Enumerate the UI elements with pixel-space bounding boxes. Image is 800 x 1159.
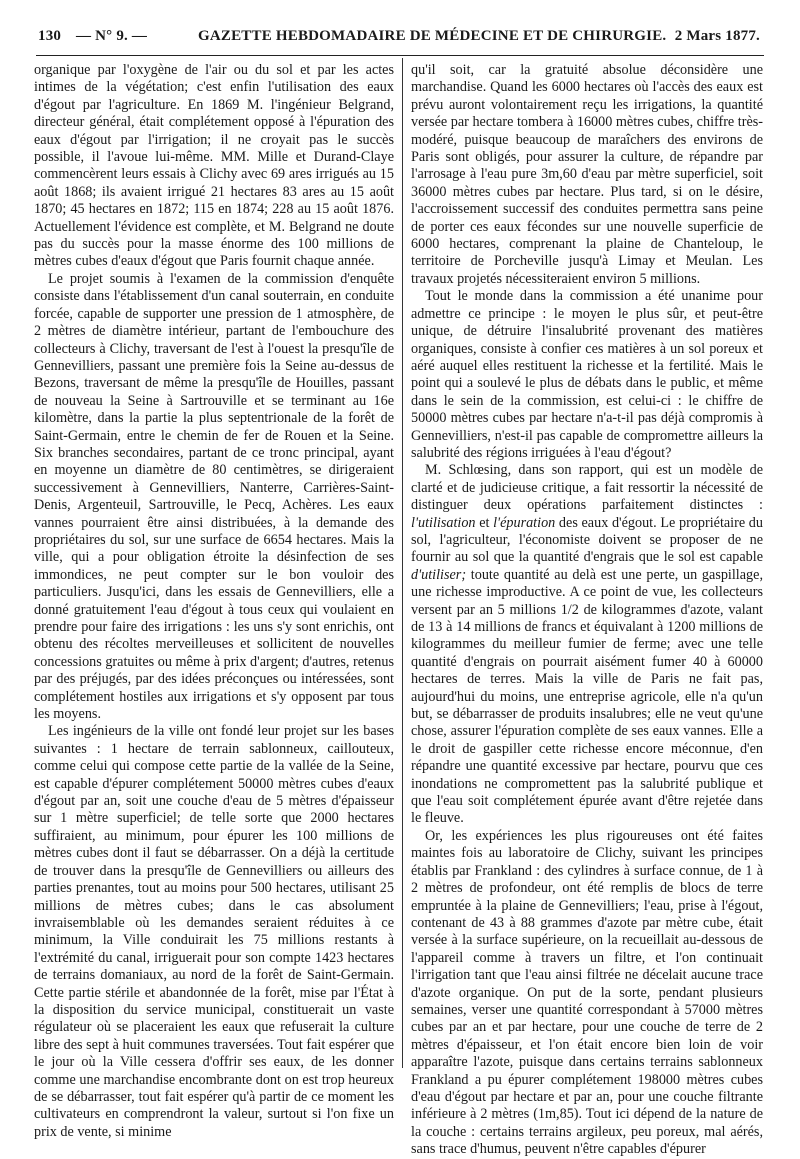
text-run: M. Schlœsing, dans son rapport, qui est un modèle de clarté et de judicieuse critique, a fait ressortir la nécessité de distinguer deux opérations parfaitement distinctes : [411, 462, 763, 514]
page-number: 130 [38, 28, 62, 44]
header-rule [36, 55, 764, 56]
issue-date: 2 Mars 1877. [674, 28, 760, 44]
paragraph: qu'il soit, car la gratuité absolue déconsidère une marchandise. Quand les 6000 hectares où l'accès des eaux est prévu auront volontairement reçu les irrigations, la quantité versée par hectare tombera à 16000 mètres cubes, chiffre très-modéré, puisque beaucoup de maraîchers des environs de Paris sont obligés, pour assurer la culture, de répandre par l'arrosage à l'eau pure 3m,60 d'eau par mètre superficiel, soit 36000 mètres cubes par hectare. Plus tard, si on le désire, l'accroissement successif des conduites permettra sans peine de porter ces eaux fécondes sur une nouvelle superficie de 6000 hectares, comprenant la plaine de Chanteloup, le territoire de Porcheville jusqu'à Limay et Meulan. Les travaux projetés nécessiteraient environ 5 millions. [411, 62, 763, 287]
column-divider [402, 58, 403, 1068]
paragraph [411, 462, 763, 828]
running-head [38, 26, 760, 52]
emphasis: l'épuration [493, 514, 556, 531]
emphasis: l'utilisation [411, 514, 476, 531]
paragraph: Or, les expériences les plus rigoureuses ont été faites maintes fois au laboratoire de Clichy, suivant les principes établis par Frankland : des cylindres à surface connue, de 1 à 2 mètres de profondeur, ont été remplis de blocs de terre empruntée à la plaine de Gennevilliers; l'eau, prise à l'égout, contenant de 43 à 88 grammes d'azote par mètre cube, était versée à la surface supérieure, on la recueillait au-dessous de l'appareil comme à travers un filtre, et l'on continuait l'irrigation tant que l'eau ainsi filtrée ne décelait aucune trace d'azote organique. On put de la sorte, pendant plusieurs semaines, verser une quantité correspondant à 57000 mètres cubes par an et par hectare, pour une couche de terre de 2 mètres d'épaisseur, et l'on était encore bien loin de voir apparaître l'azote, puisque dans certains terrains sablonneux Frankland a pu épurer complétement 198000 mètres cubes d'eau d'égout par hectare et par an, pour une couche filtrante inférieure à 2 mètres (1m,85). Tout ici dépend de la nature de la couche : certains terrains argileux, peu poreux, mal aérés, sans trace d'humus, peuvent n'être capables d'épurer [411, 827, 763, 1158]
text-run: toute quantité au delà est une perte, un gaspillage, une richesse improductive. A ce point de vue, les collecteurs versent par an 5 millions 1/2 de kilogrammes d'azote, valant de 13 à 14 millions de francs et équivalant à 1200 millions de kilogrammes du meilleur fumier de ferme; avec une telle quantité d'engrais on pourrait aisément fumer 40 à 60000 hectares de terres. Mais la ville de Paris ne fait pas, aujourd'hui du moins, une entreprise agricole, elle n'a qu'un but, se débarrasser de produits insalubres; elle ne veut qu'une chose, assurer l'épuration complète de ses eaux vannes. Elle a le droit de gaspiller cette richesse encore méconnue, d'en répandre une quantité excessive par hectare, pourvu que ces inondations ne compromettent pas la salubrité publique et que l'eau soit complétement épurée avant d'être rejetée dans le fleuve. [411, 566, 763, 827]
paragraph: Tout le monde dans la commission a été unanime pour admettre ce principe : le moyen le plus sûr, et peut-être unique, de détruire l'insalubrité provenant des matières organiques, consiste à confier ces matières à un sol poreux et aéré auquel elles restituent la richesse et la fertilité. Mais le point qui a soulevé le plus de débats dans le public, et même dans le sein de la commission, est celui-ci : le chiffre de 50000 mètres cubes par hectare n'a-t-il pas déjà compromis à Gennevilliers, n'est-il pas capable de compromettre ailleurs la salubrité des régions irriguées à l'eau d'égout? [411, 288, 763, 461]
paragraph: Le projet soumis à l'examen de la commission d'enquête consiste dans l'établissement d'un canal souterrain, en conduite forcée, capable de supporter une pression de 1 atmosphère, de 2 mètres de diamètre intérieur, partant de l'embouchure des collecteurs à Clichy, traversant de l'est à l'ouest la presqu'île de Gennevilliers, passant une première fois la Seine au-dessus de Bezons, traversant de même la presqu'île de Houilles, passant de nouveau la Seine à Sartrouville et se terminant au 16e kilomètre, dans la partie la plus septentrionale de la forêt de Saint-Germain, entre le chemin de fer de Rouen et la Seine. Six branches secondaires, partant de ce tronc principal, ayant en moyenne un diamètre de 80 centimètres, se dirigeraient successivement à Gennevilliers, Nanterre, Carrières-Saint-Denis, Argenteuil, Sartrouville, le Pecq, Achères. Les eaux vannes pourraient être ainsi distribuées, à la demande des propriétaires du sol, sur une surface de 6654 hectares. Mais la ville, qui a pour obligation étroite la désinfection de ses immondices, ne peut compter sur le bon vouloir des particuliers. Jusqu'ici, dans les essais de Gennevilliers, elle a donné gratuitement l'eau d'égout à tous ceux qui voulaient en prendre pour faire des irrigations : les uns s'y sont enrichis, ont obtenu des récoltes merveilleuses et sollicitent de nouvelles concessions gratuites ou même à prix d'argent; d'autres, retenus par des préjugés, par des idées préconçues ou intéressées, sont complétement hostiles aux irrigations et s'y opposent par tous les moyens. [34, 270, 394, 723]
right-column [411, 62, 763, 1158]
journal-title: GAZETTE HEBDOMADAIRE DE MÉDECINE ET DE CHIRURGIE. [198, 28, 667, 44]
text-run: et [475, 514, 494, 531]
left-column [34, 62, 394, 1140]
issue-number: — N° 9. — [76, 28, 148, 44]
paragraph: organique par l'oxygène de l'air ou du sol et par les actes intimes de la végétation; c'est enfin l'utilisation des eaux d'égout par l'agriculture. En 1869 M. l'ingénieur Belgrand, directeur général, était complétement opposé à l'épuration des eaux d'égout par l'irrigation; il ne croyait pas le succès possible, il l'avoue lui-même. MM. Mille et Durand-Claye commencèrent leurs essais à Clichy avec 69 ares irrigués au 15 août 1868; ils avaient irrigué 21 hectares 83 ares au 15 août 1870; 45 hectares en 1872; 115 en 1874; 228 au 15 août 1876. Actuellement l'évidence est complète, et M. Belgrand ne doute pas du succès pour la masse énorme des 100 millions de mètres cubes d'eaux d'égout que Paris fournit chaque année. [34, 62, 394, 270]
emphasis: d'utiliser; [411, 566, 467, 583]
text-run: des eaux d'égout. Le propriétaire du sol, l'agriculteur, l'économiste doivent se proposer de ne fournir au sol que la quantité d'engrais que le sol est capable [411, 514, 763, 566]
paragraph: Les ingénieurs de la ville ont fondé leur projet sur les bases suivantes : 1 hectare de terrain sablonneux, caillouteux, comme celui qui compose cette partie de la vallée de la Seine, est capable d'épurer complétement 50000 mètres cubes d'eaux d'égout par an, soit une couche d'eau de 5 mètres d'épaisseur sur 1 mètre superficiel; de telle sorte que 2000 hectares suffiraient, au minimum, pour épurer les 100 millions de mètres cubes dont il faut se débarrasser. On a déjà la certitude de trouver dans la presqu'île de Gennevilliers ou ailleurs des parties prenantes, tout au moins pour 500 hectares, utilisant 25 millions de mètres cubes; dans le cas absolument invraisemblable où les demandes seraient réduites à ce minimum, la Ville conduirait les 75 millions restants à l'extrémité du canal, irriguerait pour son compte 1423 hectares de terrains domaniaux, au nord de la forêt de Saint-Germain. Cette partie stérile et abandonnée de la forêt, mise par l'État à la disposition du service municipal, constituerait un vaste régulateur où se placeraient les eaux que refuserait la culture libre des sept à huit communes traversées. Tout fait espérer que le jour où la Ville cessera d'offrir ses eaux, de les donner comme une marchandise encombrante dont on est trop heureux de se débarrasser, tout fait espérer qu'à partir de ce moment les cultivateurs en comprendront la valeur, surtout si l'on fixe un prix de vente, si minime [34, 723, 394, 1140]
